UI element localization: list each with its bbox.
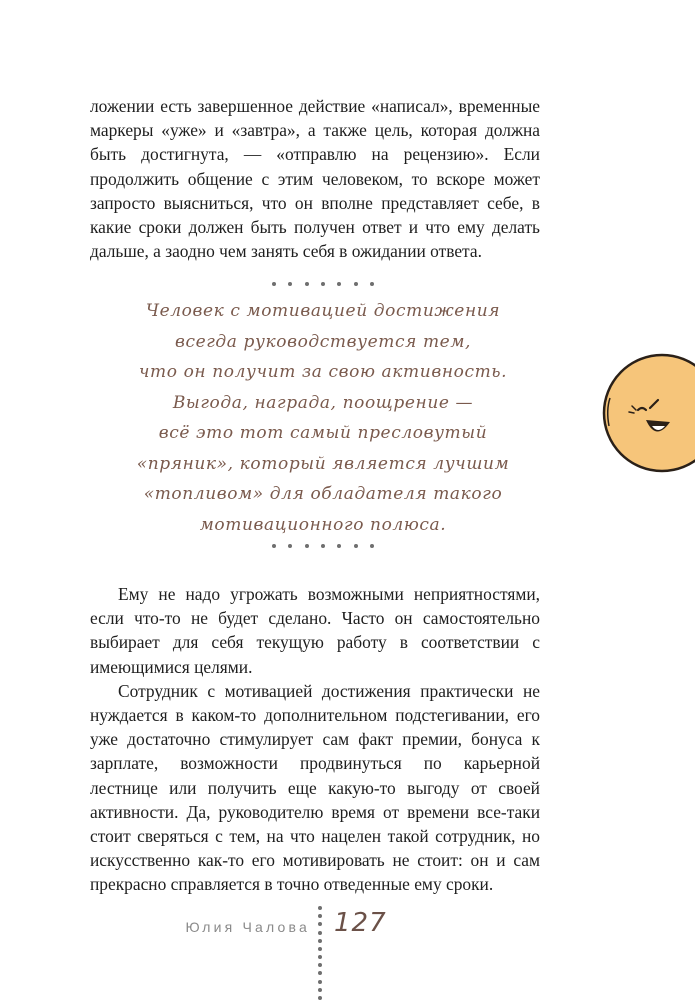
quote-line: всё это тот самый пресловутый <box>158 423 488 443</box>
paragraph: Сотрудник с мотивацией достижения практически не нуждается в каком-то дополнительном подстегивании, его уже достаточно стимулирует сам факт премии, бонуса к зарплате, возможности продвинуться по карьерной лестнице или получить еще какую-то выгоду от своей активности. Да, руководителю время от времени все-таки стоит сверяться с тем, на что нацелен такой сотрудник, но искусственно как-то его мотивировать не стоит: он и сам прекрасно справляется в точно отведенные ему сроки. <box>90 680 540 895</box>
footer-divider <box>317 906 323 1000</box>
quote-line: «пряник», который является лучшим <box>136 453 510 474</box>
quote-line: «топливом» для обладателя такого <box>143 484 503 504</box>
quote-divider-bottom <box>272 543 374 549</box>
quote-line: мотивационного полюса. <box>199 514 447 535</box>
body-text-bottom <box>90 582 540 897</box>
quote-divider-top <box>272 281 374 287</box>
paragraph: Ему не надо угрожать возможными неприятностями, если что-то не будет сделано. Часто он самостоятельно выбирает для себя текущую работу в соответствии с имеющимися целями. <box>90 584 540 677</box>
quote-line: что он получит за свою активность. <box>138 362 508 382</box>
body-text-top <box>90 94 540 263</box>
paragraph: ложении есть завершенное действие «написал», временные маркеры «уже» и «завтра», а также цель, которая должна быть достигнута, — «отправлю на рецензию». Если продолжить общение с этим человеком, то вскоре может запросто выясниться, что он вполне представляет себе, в какие сроки должен быть получен ответ и что ему делать дальше, а заодно чем занять себя в ожидании ответа. <box>90 96 540 262</box>
quote-line: всегда руководствуется тем, <box>174 331 472 352</box>
running-footer-author: Юлия Чалова <box>185 919 310 935</box>
smiling-face-icon <box>598 350 695 476</box>
quote-line: Человек с мотивацией достижения <box>145 301 501 321</box>
quote-line: Выгода, награда, поощрение — <box>172 392 474 413</box>
pull-quote <box>108 296 538 540</box>
page-number: 127 <box>334 908 387 938</box>
